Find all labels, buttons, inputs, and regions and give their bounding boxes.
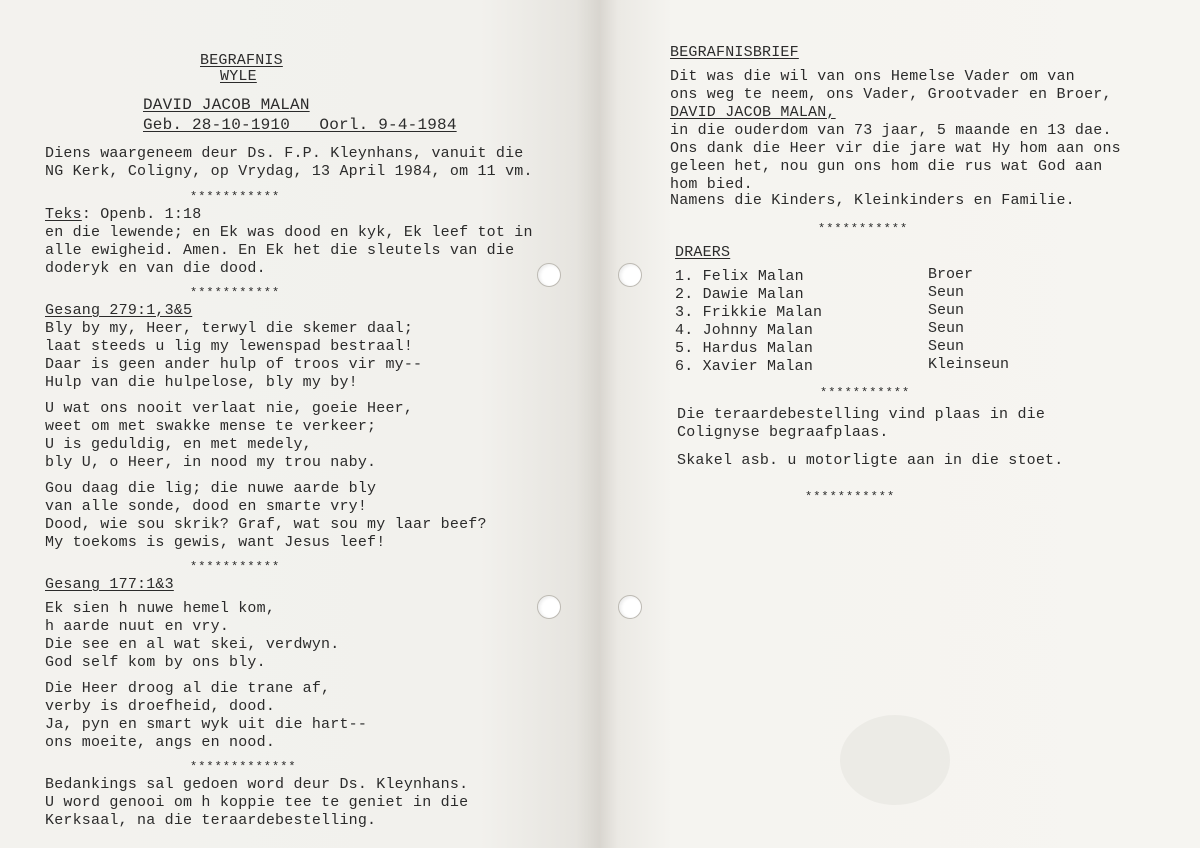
gesang-279-v2-line: weet om met swakke mense te verkeer; bbox=[45, 418, 377, 435]
pallbearer-relation: Seun bbox=[928, 338, 965, 355]
binder-hole bbox=[537, 263, 561, 287]
gesang-177-v1-line: Ek sien h nuwe hemel kom, bbox=[45, 600, 276, 617]
letter-line: ons weg te neem, ons Vader, Grootvader en Broer, bbox=[670, 86, 1112, 103]
teks-label: Teks bbox=[45, 206, 82, 223]
gesang-177-title: Gesang 177:1&3 bbox=[45, 576, 174, 593]
separator-stars: *********** bbox=[190, 190, 281, 204]
closing-line-2: U word genooi om h koppie tee te geniet in die bbox=[45, 794, 469, 811]
service-line-1: Diens waargeneem deur Ds. F.P. Kleynhans, vanuit die bbox=[45, 145, 524, 162]
teks-reference: : Openb. 1:18 bbox=[81, 206, 202, 223]
burial-line: Die teraardebestelling vind plaas in die bbox=[677, 406, 1046, 423]
gesang-177-v1-line: God self kom by ons bly. bbox=[45, 654, 266, 671]
gesang-279-v3-line: My toekoms is gewis, want Jesus leef! bbox=[45, 534, 386, 551]
separator-stars: *********** bbox=[820, 386, 911, 400]
teks-line-1: en die lewende; en Ek was dood en kyk, Ek leef tot in bbox=[45, 224, 533, 241]
pallbearer-relation: Seun bbox=[928, 284, 965, 301]
pallbearer-relation: Seun bbox=[928, 320, 965, 337]
gesang-177-v2-line: ons moeite, angs en nood. bbox=[45, 734, 276, 751]
pallbearer-relation: Kleinseun bbox=[928, 356, 1010, 373]
drafers-title: DRAERS bbox=[675, 244, 731, 261]
letter-deceased-name: DAVID JACOB MALAN, bbox=[670, 104, 836, 121]
gesang-279-v2-line: U wat ons nooit verlaat nie, goeie Heer, bbox=[45, 400, 414, 417]
teks-heading bbox=[45, 206, 201, 224]
binder-hole bbox=[537, 595, 561, 619]
gesang-177-v2-line: Die Heer droog al die trane af, bbox=[45, 680, 331, 697]
pallbearer-name: 3. Frikkie Malan bbox=[675, 304, 823, 321]
pallbearer-relation: Seun bbox=[928, 302, 965, 319]
gesang-279-v1-line: Daar is geen ander hulp of troos vir my-- bbox=[45, 356, 423, 373]
service-line-2: NG Kerk, Coligny, op Vrydag, 13 April 1984, om 11 vm. bbox=[45, 163, 533, 180]
binder-hole bbox=[618, 263, 642, 287]
gesang-177-v1-line: h aarde nuut en vry. bbox=[45, 618, 230, 635]
gesang-279-v1-line: Hulp van die hulpelose, bly my by! bbox=[45, 374, 358, 391]
gesang-279-v2-line: U is geduldig, en met medely, bbox=[45, 436, 312, 453]
headlights-notice: Skakel asb. u motorligte aan in die stoet. bbox=[677, 452, 1064, 469]
separator-stars: *********** bbox=[805, 490, 896, 504]
heading-wyle: WYLE bbox=[220, 68, 257, 85]
faint-stamp-mark bbox=[840, 715, 950, 805]
letter-title: BEGRAFNISBRIEF bbox=[670, 44, 799, 61]
pallbearer-name: 1. Felix Malan bbox=[675, 268, 804, 285]
separator-stars: *********** bbox=[190, 286, 281, 300]
pallbearer-relation: Broer bbox=[928, 266, 974, 283]
heading-begrafnis: BEGRAFNIS bbox=[200, 52, 283, 69]
teks-line-3: doderyk en van die dood. bbox=[45, 260, 266, 277]
gesang-177-v2-line: Ja, pyn en smart wyk uit die hart-- bbox=[45, 716, 368, 733]
gesang-177-v1-line: Die see en al wat skei, verdwyn. bbox=[45, 636, 340, 653]
pallbearer-name: 4. Johnny Malan bbox=[675, 322, 814, 339]
letter-line: geleen het, nou gun ons hom die rus wat God aan bbox=[670, 158, 1103, 175]
gesang-279-v2-line: bly U, o Heer, in nood my trou naby. bbox=[45, 454, 377, 471]
gesang-279-v3-line: Dood, wie sou skrik? Graf, wat sou my laar beef? bbox=[45, 516, 487, 533]
letter-line: Dit was die wil van ons Hemelse Vader om van bbox=[670, 68, 1075, 85]
gesang-279-v1-line: Bly by my, Heer, terwyl die skemer daal; bbox=[45, 320, 414, 337]
gesang-177-v2-line: verby is droefheid, dood. bbox=[45, 698, 276, 715]
teks-line-2: alle ewigheid. Amen. En Ek het die sleutels van die bbox=[45, 242, 515, 259]
letter-line: hom bied. bbox=[670, 176, 753, 193]
gesang-279-v3-line: Gou daag die lig; die nuwe aarde bly bbox=[45, 480, 377, 497]
gesang-279-title: Gesang 279:1,3&5 bbox=[45, 302, 193, 319]
letter-line: Ons dank die Heer vir die jare wat Hy hom aan ons bbox=[670, 140, 1121, 157]
pallbearer-name: 5. Hardus Malan bbox=[675, 340, 814, 357]
pallbearer-name: 2. Dawie Malan bbox=[675, 286, 804, 303]
letter-line: in die ouderdom van 73 jaar, 5 maande en 13 dae. bbox=[670, 122, 1112, 139]
pallbearer-name: 6. Xavier Malan bbox=[675, 358, 814, 375]
birth-death-dates: Geb. 28-10-1910 Oorl. 9-4-1984 bbox=[143, 116, 457, 134]
deceased-name: DAVID JACOB MALAN bbox=[143, 96, 310, 114]
burial-line: Colignyse begraafplaas. bbox=[677, 424, 889, 441]
closing-line-1: Bedankings sal gedoen word deur Ds. Kleynhans. bbox=[45, 776, 469, 793]
gesang-279-v1-line: laat steeds u lig my lewenspad bestraal! bbox=[45, 338, 414, 355]
binder-hole bbox=[618, 595, 642, 619]
separator-stars: *********** bbox=[190, 560, 281, 574]
separator-stars: ************* bbox=[190, 760, 297, 774]
gesang-279-v3-line: van alle sonde, dood en smarte vry! bbox=[45, 498, 368, 515]
separator-stars: *********** bbox=[818, 222, 909, 236]
closing-line-3: Kerksaal, na die teraardebestelling. bbox=[45, 812, 377, 829]
letter-signoff: Namens die Kinders, Kleinkinders en Familie. bbox=[670, 192, 1075, 209]
